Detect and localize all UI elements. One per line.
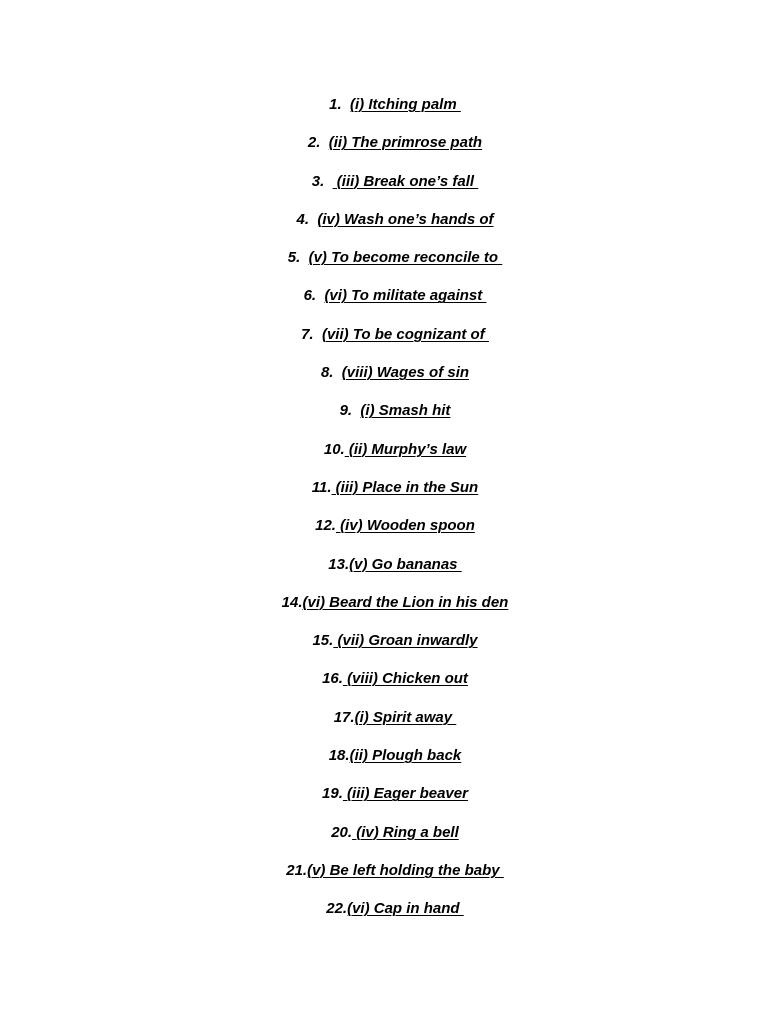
item-phrase: (iii) Break one’s fall <box>332 172 479 190</box>
item-number: 17. <box>333 708 355 726</box>
item-number: 7. <box>301 325 322 343</box>
list-item <box>0 284 768 322</box>
item-phrase: (ii) Murphy’s law <box>344 440 467 458</box>
item-number: 4. <box>296 210 318 228</box>
idiom-list <box>0 93 768 936</box>
item-phrase: (i) Spirit away <box>354 708 457 726</box>
item-number: 16. <box>322 670 343 688</box>
item-number: 20. <box>331 823 353 841</box>
list-item <box>0 667 768 705</box>
list-item <box>0 591 768 629</box>
item-phrase: (v) Go bananas <box>349 555 462 573</box>
list-item <box>0 782 768 820</box>
item-phrase: (iii) Place in the Sun <box>331 478 479 496</box>
list-item <box>0 821 768 859</box>
item-phrase: (viii) Chicken out <box>342 670 468 688</box>
list-item <box>0 897 768 935</box>
item-number: 1. <box>329 96 350 113</box>
item-phrase: (iv) Ring a bell <box>352 823 459 841</box>
item-number: 21. <box>286 861 308 879</box>
item-number: 5. <box>287 249 309 267</box>
item-number: 11. <box>311 478 332 496</box>
item-number: 2. <box>307 134 329 152</box>
list-item <box>0 553 768 591</box>
list-item <box>0 706 768 744</box>
item-number: 18. <box>328 747 350 765</box>
item-number: 19. <box>322 785 343 803</box>
item-number: 8. <box>320 364 342 382</box>
item-number: 10. <box>323 440 345 458</box>
list-item <box>0 399 768 437</box>
item-phrase: (iv) Wash one’s hands of <box>317 210 494 228</box>
list-item <box>0 744 768 782</box>
item-number: 12. <box>315 517 336 535</box>
item-phrase: (vii) Groan inwardly <box>333 632 478 650</box>
item-phrase: (v) To become reconcile to <box>308 249 503 267</box>
item-phrase: (iv) Wooden spoon <box>335 517 475 535</box>
item-phrase: (viii) Wages of sin <box>341 364 470 382</box>
list-item <box>0 859 768 897</box>
item-phrase: (iii) Eager beaver <box>342 785 468 803</box>
item-phrase: (v) Be left holding the baby <box>307 861 504 879</box>
item-phrase: (vii) To be cognizant of <box>321 325 489 343</box>
item-number: 3. <box>311 172 333 190</box>
item-phrase: (i) Itching palm <box>350 96 461 113</box>
item-number: 13. <box>328 555 350 573</box>
list-item <box>0 246 768 284</box>
item-phrase: (vi) To militate against <box>324 287 487 305</box>
list-item <box>0 629 768 667</box>
item-number: 22. <box>326 900 348 918</box>
list-item <box>0 438 768 476</box>
list-item <box>0 323 768 361</box>
item-phrase: (vi) Cap in hand <box>347 900 464 918</box>
item-number: 14. <box>281 593 303 611</box>
list-item <box>0 93 768 131</box>
list-item <box>0 476 768 514</box>
item-number: 9. <box>339 402 361 420</box>
item-number: 6. <box>303 287 325 305</box>
list-item <box>0 131 768 169</box>
list-item <box>0 514 768 552</box>
item-phrase: (vi) Beard the Lion in his den <box>302 593 509 611</box>
list-item <box>0 208 768 246</box>
item-phrase: (ii) Plough back <box>349 747 462 765</box>
list-item <box>0 170 768 208</box>
list-item <box>0 361 768 399</box>
item-number: 15. <box>312 632 334 650</box>
item-phrase: (ii) The primrose path <box>328 134 483 152</box>
item-phrase: (i) Smash hit <box>360 402 451 420</box>
